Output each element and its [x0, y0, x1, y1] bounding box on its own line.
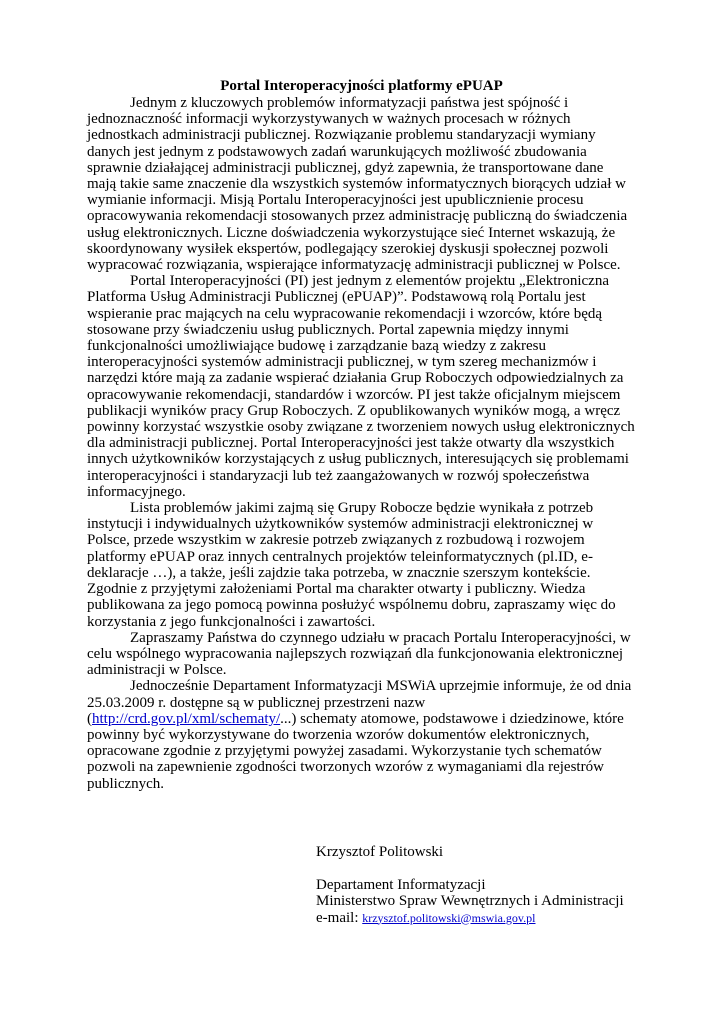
paragraph-4: Zapraszamy Państwa do czynnego udziału w pracach Portalu Interoperacyjności, w celu wspólnego wypracowania najlepszych rozwiązań dla funkcjonowania elektronicznej administracji w Polsce.	[87, 629, 631, 679]
paragraph-1: Jednym z kluczowych problemów informatyzacji państwa jest spójność i jednoznaczność informacji wykorzystywanych w ważnych procesach w różnych jednostkach administracji publicznej. Rozwiązanie problemu standaryzacji wymiany danych jest jednym z podstawowych zadań warunkujących możliwość zbudowania sprawnie działającej administracji publicznej, gdyż zapewnia, że transportowane dane mają takie same znaczenie dla wszystkich systemów informatycznych biorących udział w wymianie informacji. Misją Portalu Interoperacyjności jest upublicznienie procesu opracowywania rekomendacji stosowanych przez administrację publiczną do świadczenia usług elektronicznych. Liczne doświadczenia wykorzystujące sieć Internet wskazują, że skoordynowany wysiłek ekspertów, podlegający szerokiej dyskusji społecznej pozwoli wypracować rozwiązania, wspierające informatyzację administracji publicznej w Polsce.	[87, 95, 628, 274]
email-label: e-mail:	[316, 909, 363, 926]
paragraph-2: Portal Interoperacyjności (PI) jest jednym z elementów projektu „Elektroniczna Platforma Usług Administracji Publicznej (ePUAP)”. Podstawową rolą Portalu jest wspieranie prac mających na celu wypracowanie rekomendacji i wzorców, które będą stosowane przy świadczeniu usług publicznych. Portal zapewnia między innymi funkcjonalności umożliwiające budowę i zarządzanie bazą wiedzy z zakresu interoperacyjności systemów administracji publicznej, w tym szereg mechanizmów i narzędzi które mają za zadanie wspierać działania Grup Roboczych odpowiedzialnych za opracowywanie rekomendacji, standardów i wzorców. PI jest także oficjalnym miejscem publikacji wyników pracy Grup Roboczych. Z opublikowanych wyników mogą, a wręcz powinny korzystać wszystkie osoby związane z tworzeniem nowych usług elektronicznych dla administracji publicznej. Portal Interoperacyjności jest także otwarty dla wszystkich innych użytkowników korzystających z usług publicznych, interesujących się problemami interoperacyjności i standaryzacji lub też zaangażowanych w rozwój społeczeństwa informacyjnego.	[87, 273, 635, 500]
paragraph-5-text-before: Jednocześnie Departament Informatyzacji MSWiA uprzejmie informuje, że od dnia 25.03.2009 r. dostępne są w publicznej przestrzeni nazw (	[87, 678, 632, 727]
paragraph-5-text-after: ...) schematy atomowe, podstawowe i dziedzinowe, które powinny być wykorzystywane do tworzenia wzorów dokumentów elektronicznych, opracowane zgodnie z przyjętymi powyżej zasadami. Wykorzystanie tych schematów pozwoli na zapewnienie zgodności tworzonych wzorów z wymaganiami dla rejestrów publicznych.	[87, 710, 624, 792]
email-link[interactable]: krzysztof.politowski@mswia.gov.pl	[362, 910, 536, 925]
signature-block	[316, 844, 624, 926]
signature-spacer	[316, 861, 624, 877]
signature-department: Departament Informatyzacji	[316, 876, 486, 893]
paragraph-3: Lista problemów jakimi zajmą się Grupy Robocze będzie wynikała z potrzeb instytucji i indywidualnych użytkowników systemów administracji elektronicznej w Polsce, przede wszystkim w zakresie potrzeb związanych z rozbudową i rozwojem platformy ePUAP oraz innych centralnych projektów teleinformatycznych (pl.ID, e-deklaracje …), a także, jeśli zajdzie taka potrzeba, w znacznie szerszym kontekście. Zgodnie z przyjętymi założeniami Portal ma charakter otwarty i publiczny. Wiedza publikowana za jego pomocą powinna posłużyć wspólnemu dobru, zapraszamy więc do korzystania z jego funkcjonalności i zawartości.	[87, 500, 616, 630]
signature-email-line	[316, 910, 624, 927]
signature-ministry: Ministerstwo Spraw Wewnętrznych i Administracji	[316, 893, 624, 909]
signature-name: Krzysztof Politowski	[316, 844, 444, 860]
paragraph-5	[87, 678, 636, 791]
schemas-link[interactable]: http://crd.gov.pl/xml/schematy/	[92, 710, 281, 727]
document-title: Portal Interoperacyjności platformy ePUAP	[220, 78, 503, 94]
